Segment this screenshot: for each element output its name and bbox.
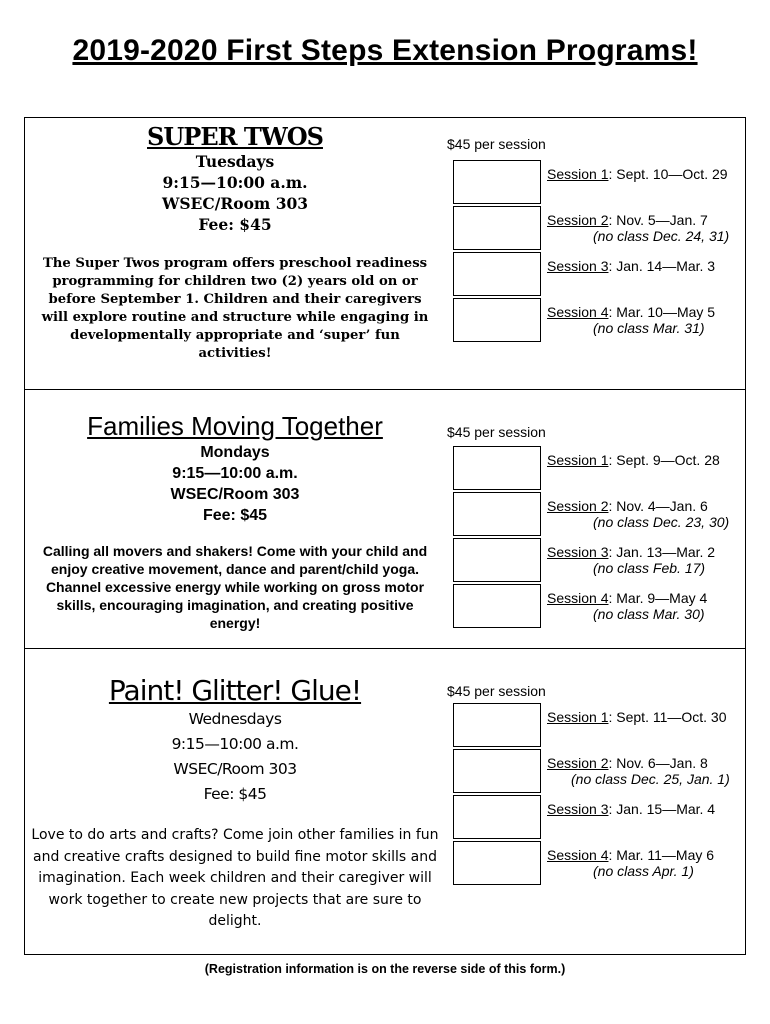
program-description: Love to do arts and crafts? Come join other families in fun and creative crafts designed to build fine motor skills and imagination. Each week children and their caregiver will work together to create new projects that are sure to delight.: [31, 827, 439, 930]
session-dates: : Sept. 11—Oct. 30: [608, 709, 727, 725]
session-row: [453, 298, 743, 344]
session-label: Session 1: [547, 709, 609, 725]
program-name: SUPER TWOS: [147, 122, 323, 151]
price-per-session: $45 per session: [447, 683, 546, 699]
session-note: (no class Mar. 31): [593, 320, 705, 336]
session-row: [453, 703, 743, 749]
session-dates: : Nov. 5—Jan. 7: [608, 212, 708, 228]
session-row: [453, 795, 743, 841]
session-label: Session 3: [547, 544, 609, 560]
session-dates: : Nov. 4—Jan. 6: [608, 498, 708, 514]
session-list: [453, 703, 743, 887]
program-super-twos: [24, 117, 746, 390]
program-info: [25, 118, 445, 363]
session-row: [453, 492, 743, 538]
session-note: (no class Feb. 17): [593, 560, 706, 576]
session-list: [453, 446, 743, 630]
session-dates: : Sept. 9—Oct. 28: [608, 452, 720, 468]
session-note: (no class Dec. 24, 31): [593, 228, 730, 244]
session-dates: : Mar. 9—May 4: [608, 590, 708, 606]
session-row: [453, 749, 743, 795]
session-row: [453, 538, 743, 584]
session-list: [453, 160, 743, 344]
session-note: (no class Mar. 30): [593, 606, 705, 622]
program-fee: Fee: $45: [198, 214, 272, 234]
session-checkbox[interactable]: [453, 206, 541, 250]
session-note: (no class Apr. 1): [593, 863, 694, 879]
session-row: [453, 252, 743, 298]
session-checkbox[interactable]: [453, 703, 541, 747]
session-row: [453, 160, 743, 206]
session-label: Session 1: [547, 166, 609, 182]
program-location: WSEC/Room 303: [170, 485, 300, 503]
footer-note: (Registration information is on the reverse side of this form.): [204, 962, 566, 976]
program-location: WSEC/Room 303: [173, 760, 297, 779]
session-label: Session 2: [547, 755, 609, 771]
program-day: Tuesdays: [195, 151, 275, 171]
session-checkbox[interactable]: [453, 749, 541, 793]
session-dates: : Jan. 14—Mar. 3: [608, 258, 716, 274]
program-location: WSEC/Room 303: [161, 193, 309, 213]
program-name: Families Moving Together: [87, 411, 383, 441]
session-dates: : Jan. 13—Mar. 2: [608, 544, 716, 560]
program-info: [25, 649, 445, 933]
session-label: Session 3: [547, 258, 609, 274]
session-dates: : Nov. 6—Jan. 8: [608, 755, 708, 771]
session-checkbox[interactable]: [453, 492, 541, 536]
session-checkbox[interactable]: [453, 160, 541, 204]
session-row: [453, 206, 743, 252]
session-checkbox[interactable]: [453, 538, 541, 582]
session-checkbox[interactable]: [453, 584, 541, 628]
program-description: Calling all movers and shakers! Come with your child and enjoy creative movement, dance and parent/child yoga. Channel excessive energy while working on gross motor skills, encouraging imagination, and creating positive energy!: [42, 542, 428, 631]
program-families-moving-together: [24, 389, 746, 649]
session-checkbox[interactable]: [453, 795, 541, 839]
session-label: Session 4: [547, 590, 609, 606]
session-row: [453, 584, 743, 630]
session-dates: : Jan. 15—Mar. 4: [608, 801, 716, 817]
session-label: Session 1: [547, 452, 609, 468]
program-description: The Super Twos program offers preschool readiness programming for children two (2) years old on or before September 1. Children and their caregivers will explore routine and structure while engaging in developmentally appropriate and ‘super’ fun activities!: [41, 255, 429, 361]
session-checkbox[interactable]: [453, 252, 541, 296]
session-row: [453, 446, 743, 492]
program-time: 9:15—10:00 a.m.: [171, 735, 299, 754]
session-label: Session 4: [547, 304, 609, 320]
session-note: (no class Dec. 25, Jan. 1): [571, 771, 730, 787]
session-label: Session 4: [547, 847, 609, 863]
session-dates: : Mar. 11—May 6: [608, 847, 715, 863]
session-checkbox[interactable]: [453, 298, 541, 342]
price-per-session: $45 per session: [447, 424, 546, 440]
session-checkbox[interactable]: [453, 446, 541, 490]
session-label: Session 2: [547, 498, 609, 514]
session-row: [453, 841, 743, 887]
session-dates: : Mar. 10—May 5: [608, 304, 716, 320]
page-title: 2019-2020 First Steps Extension Programs!: [72, 34, 698, 67]
price-per-session: $45 per session: [447, 136, 546, 152]
session-checkbox[interactable]: [453, 841, 541, 885]
program-time: 9:15—10:00 a.m.: [172, 464, 298, 482]
program-day: Wednesdays: [188, 710, 282, 729]
program-day: Mondays: [200, 443, 270, 461]
program-fee: Fee: $45: [202, 506, 268, 524]
session-note: (no class Dec. 23, 30): [593, 514, 730, 530]
program-time: 9:15—10:00 a.m.: [162, 172, 308, 192]
program-fee: Fee: $45: [203, 785, 267, 804]
session-label: Session 3: [547, 801, 609, 817]
program-name: Paint! Glitter! Glue!: [108, 674, 362, 707]
program-paint-glitter-glue: [24, 648, 746, 955]
program-info: [25, 390, 445, 632]
session-dates: : Sept. 10—Oct. 29: [608, 166, 728, 182]
session-label: Session 2: [547, 212, 609, 228]
